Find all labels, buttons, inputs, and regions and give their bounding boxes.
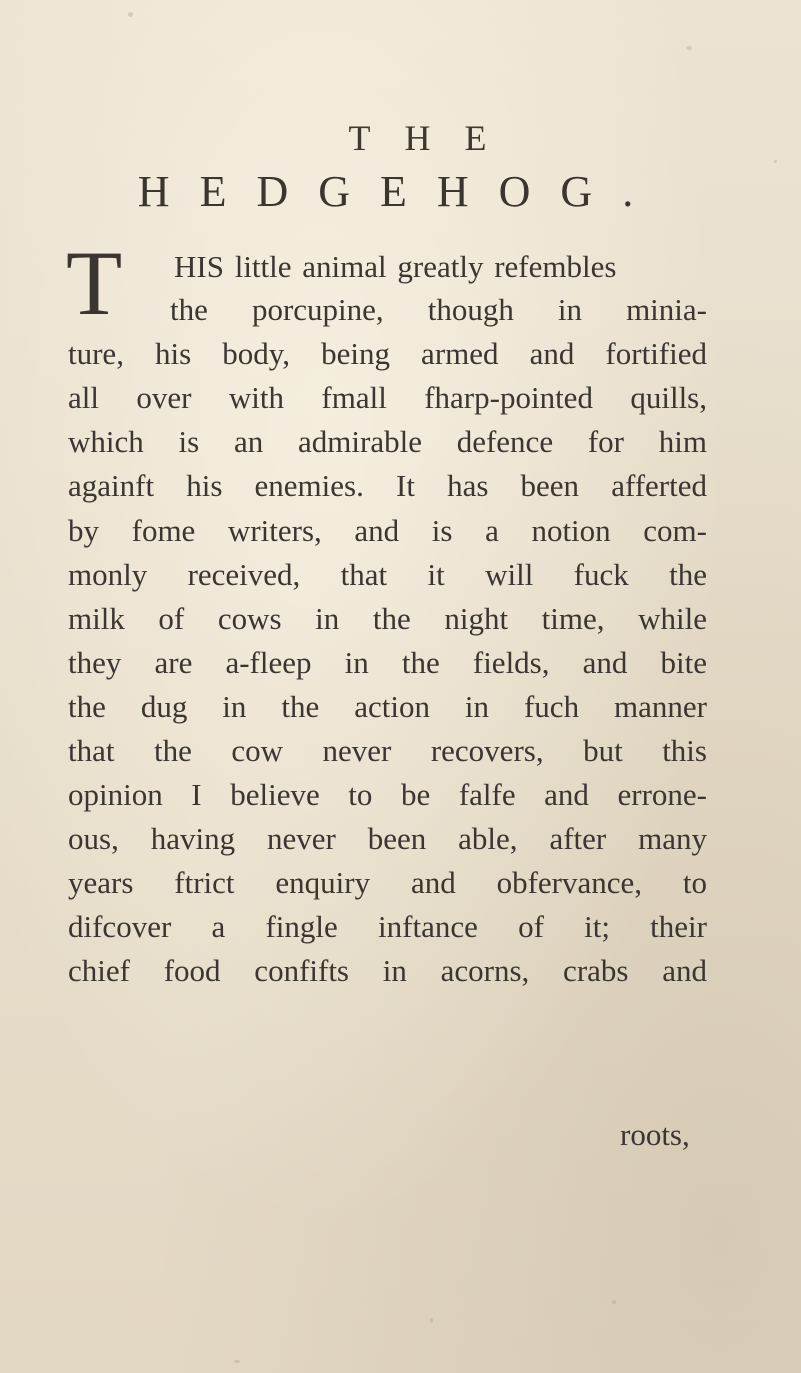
paper-speck bbox=[612, 1300, 616, 1304]
text-line: milk of cows in the night time, while bbox=[68, 601, 707, 636]
text-line: ous, having never been able, after many bbox=[68, 821, 707, 856]
text-line: which is an admirable defence for him bbox=[68, 424, 707, 459]
text-line: againft his enemies. It has been afferted bbox=[68, 468, 707, 503]
heading-article: THE bbox=[348, 118, 521, 158]
first-line-text: HIS little animal greatly refembles bbox=[174, 249, 617, 284]
catchword: roots, bbox=[620, 1117, 690, 1152]
text-line: chief food confifts in acorns, crabs and bbox=[68, 953, 707, 988]
text-line: ture, his body, being armed and fortified bbox=[68, 336, 707, 371]
text-line: that the cow never recovers, but this bbox=[68, 733, 707, 768]
text-line: years ftrict enquiry and obfervance, to bbox=[68, 865, 707, 900]
paper-speck bbox=[686, 46, 692, 50]
text-line: monly received, that it will fuck the bbox=[68, 557, 707, 592]
text-line: difcover a fingle inftance of it; their bbox=[68, 909, 707, 944]
paper-speck bbox=[128, 12, 133, 17]
text-line: they are a-fleep in the fields, and bite bbox=[68, 645, 707, 680]
text-line: the porcupine, though in minia- bbox=[170, 292, 707, 327]
text-line: the dug in the action in fuch manner bbox=[68, 689, 707, 724]
paper-speck bbox=[234, 1360, 240, 1363]
page-title: HEDGEHOG. bbox=[137, 167, 664, 216]
drop-cap: T bbox=[66, 232, 123, 334]
text-line: opinion I believe to be falfe and errone- bbox=[68, 777, 707, 812]
text-line: all over with fmall fharp-pointed quills, bbox=[68, 380, 707, 415]
paper-speck bbox=[430, 1318, 433, 1323]
text-line: by fome writers, and is a notion com- bbox=[68, 513, 707, 548]
paper-speck bbox=[774, 160, 777, 163]
